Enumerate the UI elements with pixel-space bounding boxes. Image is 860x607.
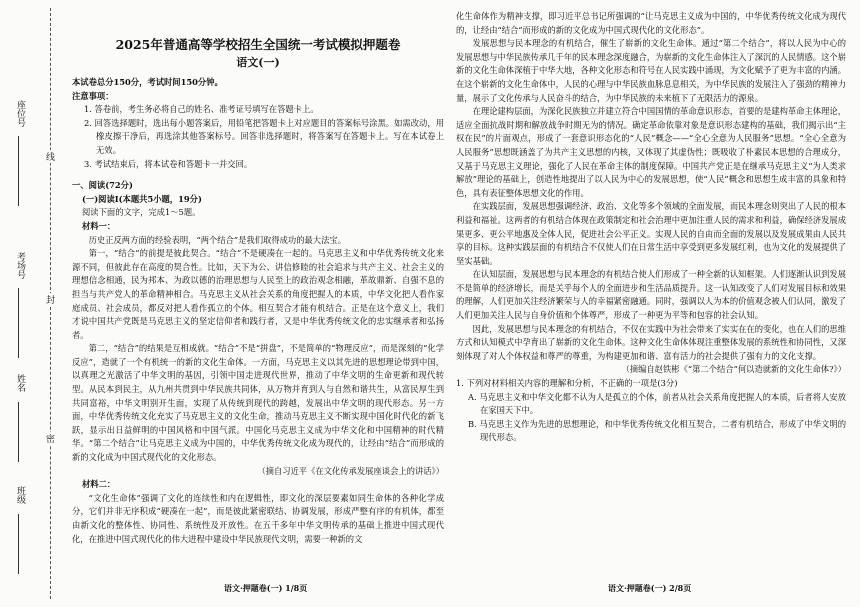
page-2-column bbox=[456, 10, 846, 445]
exam-info: 本试卷总分150分，考试时间150分钟。 bbox=[72, 77, 223, 87]
material-2-paragraph: 因此，发展思想与民本理念的有机结合，不仅在实践中为社会带来了实实在在的变化，也在人们的思维方式和认知模式中孕育出了崭新的文化生命体。这种文化生命体体现注重整体发展的系统性和协同性，又深刻体现了对人个体权益和尊严的尊重，为构建更加和谐、富有活力的社会提供了强有力的文化支撑。 bbox=[456, 323, 846, 361]
question-1-option-b[interactable]: B. 马克思主义作为先进的思想理论，和中华优秀传统文化相互契合，二者有机结合，形成了中华文明的现代形态。 bbox=[468, 418, 846, 443]
section-heading: 一、阅读(72分) bbox=[72, 180, 133, 191]
field-class: 班级 bbox=[15, 486, 25, 504]
seal-char-secret: 密 bbox=[44, 434, 54, 443]
field-exam-room: 座位号 bbox=[15, 100, 25, 127]
question-1-stem: 1. 下列对材料相关内容的理解和分析，不正确的一项是(3分) bbox=[456, 378, 678, 389]
note-item: 1. 答卷前，考生务必将自己的姓名、准考证号填写在答题卡上。 bbox=[84, 104, 319, 115]
exam-number-blank[interactable] bbox=[18, 288, 19, 358]
exam-title: 2025年普通高等学校招生全国统一考试模拟押题卷 bbox=[115, 37, 401, 52]
material-1-paragraph: 历史正反两方面的经验表明，“两个结合”是我们取得成功的最大法宝。 bbox=[88, 234, 346, 245]
material-2-paragraph: 化生命体作为精神支撑，即习近平总书记所强调的“让马克思主义成为中国的，中华优秀传统文化成为现代的，让经由“结合”而形成的新的文化成为中国式现代化的文化形态”。 bbox=[456, 11, 846, 35]
material-2-paragraph: 在认知层面，发展思想与民本理念的有机结合使人们形成了一种全新的认知框架。人们逐渐认识到发展不是简单的经济增长，而是关乎每个人的全面进步和生活品质提升。这一认知改变了人们对发展目标和效果的理解，人们更加关注经济繁荣与人的幸福紧密融通。同时，强调以人为本的价值观念被人们认同，激发了人们更加关注人民与自身价值和个体尊严，形成了一种更为平等和包容的社会认知。 bbox=[456, 269, 846, 321]
material-2-paragraph: 在理论建构层面，为深化民族独立并建立符合中国国情的革命意识形态，首要的是建构革命主体理论，适应全面抗战时期和解放战争时期无为的情况。确定革命依靠对象是意识形态建构的基础，我们揭示出“主权在民”的片面观点，形成了一套意识形态化的“人民”概念——“全心全意为人民服务”思想。“全心全意为人民服务”思想既涵盖了为共产主义思想的内核，又体现了其虚伪性；既吸收了朴素民本思想的合理成分，又基于马克思主义理论，强化了人民在革命主体的制度保障。中国共产党正是在继承马克思主义“为人类求解放”理论的基础上，创造性地提出了以人民为中心的发展思想，使“人民”概念和思想生成丰富的具象和特色，具有表征整体思想文化的作用。 bbox=[456, 106, 846, 198]
notes-heading: 注意事项： bbox=[72, 90, 114, 101]
note-item: 2. 回答选择题时，选出每小题答案后，用铅笔把答题卡上对应题目的答案标号涂黑。如需改动，用橡皮擦干净后，再选涂其他答案标号。回答非选择题时，将答案写在答题卡上。写在本试卷上无效。 bbox=[84, 117, 444, 155]
binding-margin bbox=[0, 0, 66, 607]
material-2-source: （摘编自赵铁彬《“第二个结合”何以造就新的文化生命体?》） bbox=[621, 364, 846, 375]
material-2-paragraph: 在实践层面，发展思想强调经济、政治、文化等多个领域的全面发展，而民本理念则突出了人民的根本利益和福祉。这两者的有机结合体现在政策制定和社会治理中更加注重人民的需求和利益，确保经济发展成果更多、更公平地惠及全体人民，促进社会公平正义。实现人民的自由而全面的发展以及发展成果由人民共享的目标。这种实践层面的有机结合不仅使人们在日常生活中享受到更多发展红利，也为文化的发展提供了坚实基础。 bbox=[456, 201, 846, 266]
material-2-label: 材料二： bbox=[82, 479, 116, 490]
material-2-paragraph: “文化生命体”强调了文化的连续性和内在逻辑性，即文化的深层要素如同生命体的各种化学成分，它们并非无序积成“硬凑在一起”，而是彼此紧密联结、协调发展，形成严整有序的有机体，都至由新文化的整体性、协同性、系统性及开放性。在五千多年中华文明传承的基础上推进中国式现代化，在推进中国式现代化的伟大进程中建设中华民族现代文明，需要一种新的文 bbox=[72, 492, 444, 544]
question-1-option-a[interactable]: A. 马克思主义和中华文化都不认为人是孤立的个体，前者从社会关系角度把握人的本质，后者将人安放在家国天下中。 bbox=[468, 391, 846, 416]
page-1-footer: 语文·押题卷(一) 1/8页 bbox=[224, 583, 308, 593]
subsection-heading: (一)阅读Ⅰ(本题共5小题，19分) bbox=[82, 193, 202, 204]
spacer bbox=[72, 171, 444, 179]
exam-subtitle: 语文(一) bbox=[236, 56, 280, 69]
class-blank[interactable] bbox=[18, 514, 19, 574]
material-2-paragraph: 发展思想与民本理念的有机结合，催生了崭新的文化生命体。通过“第二个结合”，将以人民为中心的发展思想与中华民族传承几千年的民本理念深度融合，为崭新的文化生命体注入了深沉的人民情感。这个崭新的文化生命体深植于中华大地，各种文化形态和符号在人民实践中涌现，为文化赋予了更为丰富的内涵。在这个崭新的文化生命体中，人民的心理与中华民族血脉息息相关，为中华民族的发展注入了强劲的精神力量，展示了文化传承与人民奋斗的结合，为中华民族的未来植下了无限活力的源泉。 bbox=[456, 38, 846, 103]
exam-room-blank[interactable] bbox=[18, 136, 19, 206]
material-1-source: （摘自习近平《在文化传承发展座谈会上的讲话》） bbox=[257, 465, 444, 476]
field-name: 姓名 bbox=[15, 374, 25, 392]
page-2-footer: 语文·押题卷(一) 2/8页 bbox=[608, 583, 692, 593]
material-1-paragraph: 第二，“结合”的结果是互相成就。“结合”不是“拼盘”，不是简单的“物理反应”，而是深刻的“化学反应”，造就了一个有机统一的新的文化生命体。一方面，马克思主义以其先进的思想理论带到中国，以真理之光激活了中华文明的基因，引领中国走进现代世界，推动了中华文明的生命更新和现代转型。从民本到民主，从九州共贯到中华民族共同体，从万物并育到人与自然和谐共生，从富民厚生到共同富裕，中华文明别开生面，实现了从传统到现代的跨越，发展出中华文明的现代形态。另一方面，中华优秀传统文化充实了马克思主义的文化生命，推动马克思主义不断实现中国化时代化的新飞跃，显示出日益鲜明的中国风格和中国气派。中国化马克思主义成为中华文化和中国精神的时代精华。“第二个结合”让马克思主义成为中国的，中华优秀传统文化成为现代的，让经由“结合”而形成的新的文化成为中国式现代化的文化形态。 bbox=[72, 343, 444, 463]
seal-char-seal: 封 bbox=[44, 295, 54, 304]
note-item: 3. 考试结束后，将本试卷和答题卡一并交回。 bbox=[84, 158, 253, 169]
field-exam-number: 考场号 bbox=[15, 252, 25, 279]
material-1-label: 材料一： bbox=[82, 220, 116, 231]
reading-instruction: 阅读下面的文字，完成1～5题。 bbox=[82, 207, 201, 218]
material-1-paragraph: 第一，“结合”的前提是彼此契合。“结合”不是硬凑在一起的。马克思主义和中华优秀传统文化来源不同，但彼此存在高度的契合性。比如，天下为公、讲信修睦的社会追求与共产主义、社会主义的理想信念相通，民为邦本、为政以德的治理思想与人民至上的政治观念相融，革故鼎新、自强不息的担当与共产党人的革命精神相合。马克思主义从社会关系的角度把握人的本质，中华文化把人看作家庭成员、社会成员，都反对把人看作孤立的个体。相互契合才能有机结合。正是在这个意义上，我们才说中国共产党既是马克思主义的坚定信仰者和践行者，又是中华优秀传统文化的忠实继承者和弘扬者。 bbox=[72, 248, 444, 340]
name-blank[interactable] bbox=[18, 402, 19, 462]
seal-char-line: 线 bbox=[44, 152, 54, 161]
page-1-column bbox=[72, 10, 444, 546]
